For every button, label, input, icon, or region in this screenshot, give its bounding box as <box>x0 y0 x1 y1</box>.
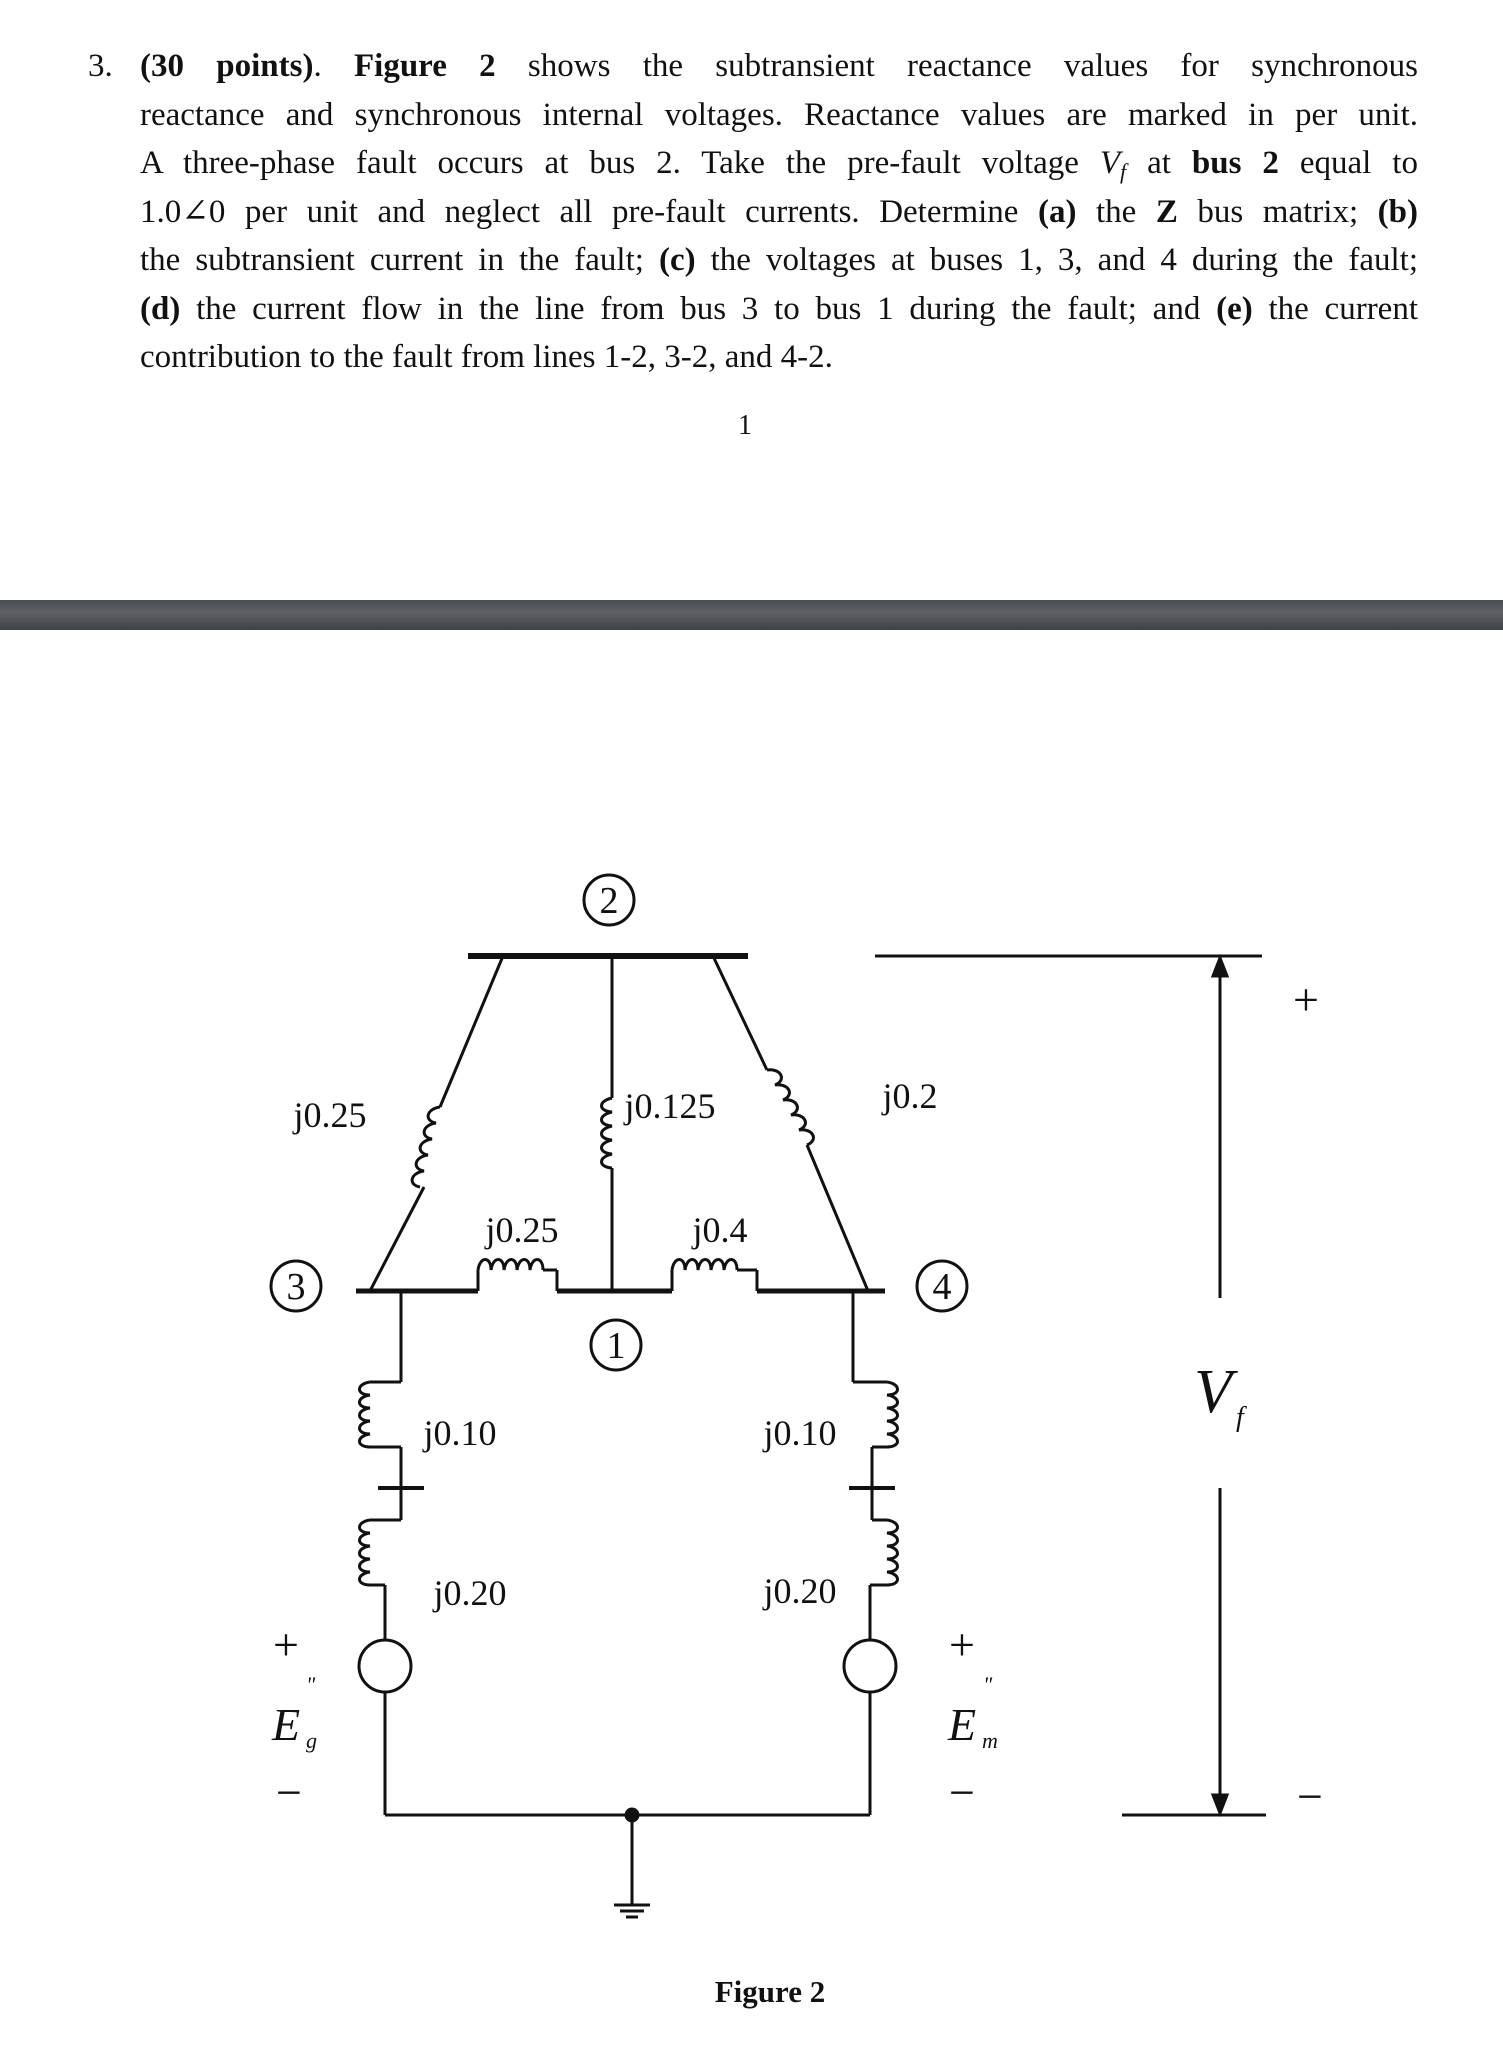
text-run: . <box>313 48 354 84</box>
text-run: equal to <box>1278 145 1418 181</box>
problem-line <box>140 139 1418 188</box>
text-run: 1.0∠0 per unit and neglect all pre-fault currents. Determine <box>140 193 1038 230</box>
figure-2 <box>0 630 1503 2046</box>
text-run: contribution to the fault from lines 1-2, 3-2, and 4-2. <box>140 339 833 375</box>
text-run: the <box>1076 193 1156 230</box>
vf-plus: + <box>1293 974 1319 1025</box>
source-right-symbol: E <box>947 1699 977 1750</box>
problem-line <box>140 188 1418 237</box>
reactance-3-1-label: j0.25 <box>485 1210 559 1250</box>
vf-minus: − <box>1297 1771 1323 1822</box>
circuit-diagram <box>0 630 1503 2046</box>
text-run: shows the subtransient reactance values for synchronous <box>495 48 1419 84</box>
problem-line <box>140 42 1418 91</box>
vf-symbol: V <box>1194 1358 1232 1426</box>
figure-caption: Figure 2 <box>714 1974 826 2009</box>
problem-text <box>140 42 1418 382</box>
text-run: the voltages at buses 1, 3, and 4 during the fault; <box>695 242 1418 278</box>
line-3-2 <box>370 956 503 1291</box>
text-run: f <box>1120 159 1127 184</box>
problem-line <box>140 91 1418 140</box>
problem-number: 3. <box>88 48 113 84</box>
text-run: V <box>1099 145 1120 181</box>
reactance-3-2-label: j0.25 <box>293 1095 367 1135</box>
source-left-minus: − <box>276 1767 302 1818</box>
text-run: the current flow in the line from bus 3 to bus 1 during the fault; and <box>180 290 1217 327</box>
text-run: (e) <box>1216 290 1253 327</box>
vf-sub: f <box>1236 1402 1244 1433</box>
page-number: 1 <box>738 410 752 441</box>
generator-branch-left <box>359 1291 424 1815</box>
text-run: (c) <box>658 242 696 278</box>
source-right-plus: + <box>949 1619 975 1670</box>
line-3-1 <box>478 1260 557 1292</box>
line-1-2 <box>602 956 613 1291</box>
text-run: bus matrix; <box>1177 193 1378 230</box>
ground-connection <box>385 1809 870 1917</box>
text-run: the subtransient current in the fault; <box>140 242 659 278</box>
reactance-4-top-label: j0.10 <box>763 1413 837 1453</box>
text-run: bus 2 <box>1191 145 1279 181</box>
source-left-plus: + <box>273 1619 299 1670</box>
source-left-symbol: E <box>271 1699 301 1750</box>
text-run: (b) <box>1377 193 1418 230</box>
source-right-sub: m <box>982 1728 998 1753</box>
reactance-1-2-label: j0.125 <box>624 1086 716 1126</box>
page-divider <box>0 600 1503 630</box>
problem-line <box>140 236 1418 285</box>
source-right-minus: − <box>949 1767 975 1818</box>
bus-4-label: 4 <box>932 1266 952 1308</box>
text-run: the current <box>1252 290 1418 327</box>
generator-branch-right <box>844 1291 898 1815</box>
text-run: (30 points) <box>140 48 314 84</box>
source-left-sub: g <box>306 1728 317 1753</box>
reactance-4-2-label: j0.2 <box>882 1076 938 1116</box>
source-left-prime: " <box>306 1672 316 1697</box>
bus-3-label: 3 <box>286 1266 306 1308</box>
text-run: Figure 2 <box>354 48 496 84</box>
text-run: A three-phase fault occurs at bus 2. Take the pre-fault voltage <box>140 145 1100 181</box>
text-run: reactance and synchronous internal voltages. Reactance values are marked in per unit. <box>140 96 1418 133</box>
problem-line <box>140 333 1418 382</box>
source-right-prime: " <box>983 1672 993 1697</box>
reactance-4-bottom-label: j0.20 <box>763 1571 837 1611</box>
bus-1-label: 1 <box>606 1325 626 1367</box>
reactance-1-4-label: j0.4 <box>692 1210 748 1250</box>
text-run: (a) <box>1038 193 1077 230</box>
text-run: Z <box>1155 193 1178 230</box>
reactance-3-bottom-label: j0.20 <box>433 1573 507 1613</box>
problem-line <box>140 285 1418 334</box>
text-run: (d) <box>140 290 181 327</box>
line-1-4 <box>672 1260 757 1292</box>
bus-2-label: 2 <box>599 880 619 922</box>
reactance-3-top-label: j0.10 <box>423 1413 497 1453</box>
text-run: at <box>1126 145 1192 181</box>
